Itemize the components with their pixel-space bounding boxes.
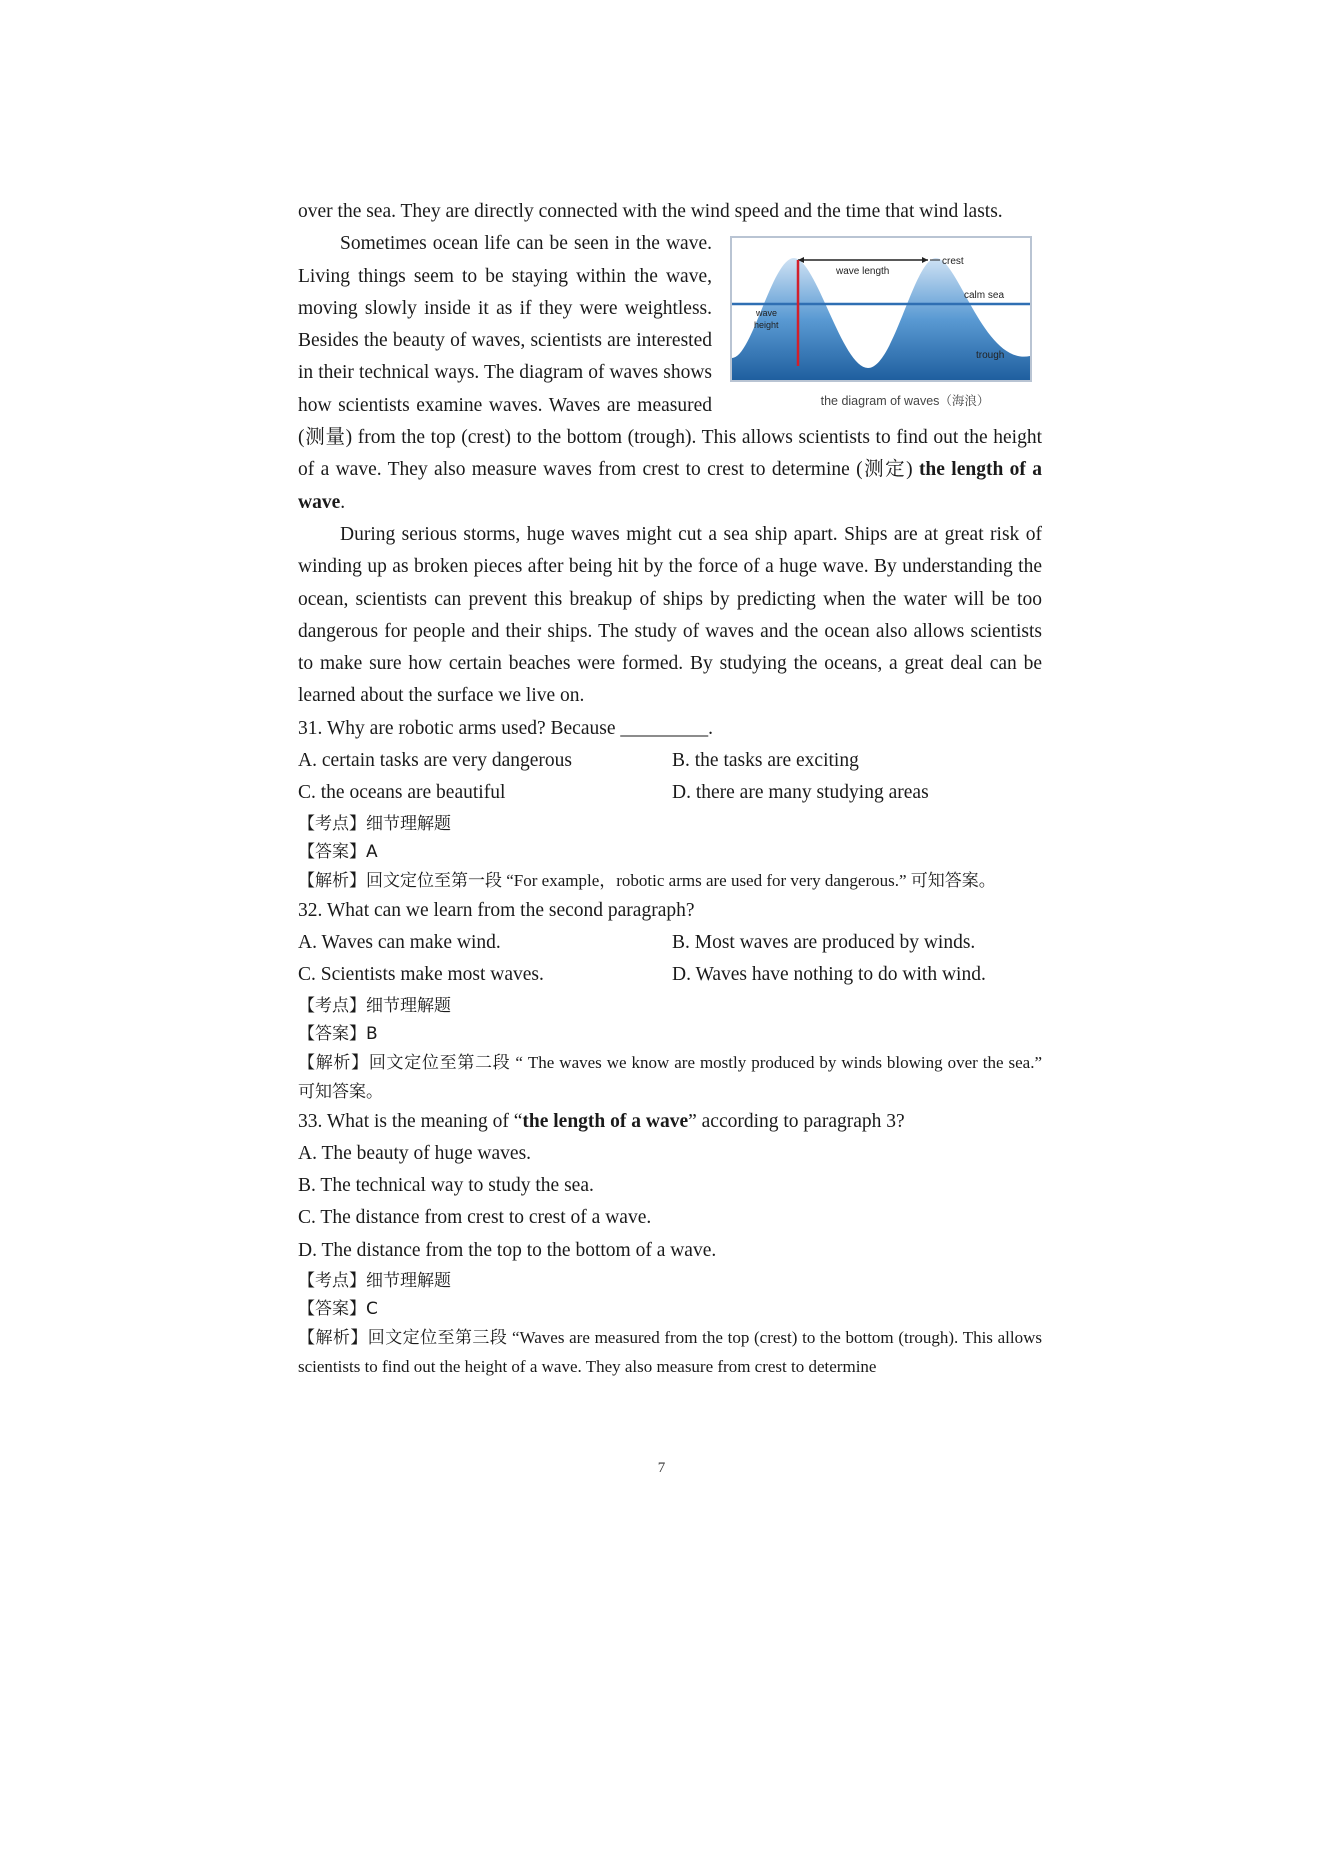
calm-sea-label: calm sea (964, 290, 1005, 302)
wave-length-label: wave length (836, 266, 890, 278)
q33-stem (298, 1106, 1042, 1138)
trough-label: trough (976, 350, 1005, 362)
q33-stem-pre: 33. What is the meaning of “ (298, 1110, 523, 1132)
q32-stem: 32. What can we learn from the second paragraph? (298, 899, 695, 921)
q31-option-d: D. there are many studying areas (672, 782, 929, 804)
q33-option-a: A. The beauty of huge waves. (298, 1142, 532, 1164)
wave-height-label-2: height (754, 320, 779, 331)
wave-height-label-1: wave (756, 308, 778, 319)
q32-answer: 【答案】B (298, 1023, 378, 1044)
q33-stem-post: ” according to paragraph 3? (688, 1110, 905, 1132)
paragraph-4: During serious storms, huge waves might cut a sea ship apart. Ships are at great risk of winding up as broken pieces after being hit by the force of a huge wave. By understanding the ocean, scientists can prevent this breakup of ships by predicting when the water will be too dangerous for people and their ships. The study of waves and the ocean also allows scientists to make sure how certain beaches were formed. By studying the oceans, a great deal can be learned about the surface we live on. (298, 523, 1042, 707)
q31-option-a: A. certain tasks are very dangerous (298, 750, 572, 772)
q32-options-row-1 (298, 927, 1042, 959)
q33-explanation: 【解析】回文定位至第三段 “Waves are measured from the top (crest) to the bottom (trough). This allows scientists to find out the height of a wave. They also measure from crest to determine (298, 1328, 1042, 1377)
q32-explanation: 【解析】回文定位至第二段 “ The waves we know are mostly produced by winds blowing over the sea.” 可知答案。 (298, 1052, 1042, 1101)
q31-kaodian: 【考点】细节理解题 (298, 813, 451, 834)
q32-option-b: B. Most waves are produced by winds. (672, 931, 976, 953)
q31-options-row-1 (298, 745, 1042, 777)
q33-answer: 【答案】C (298, 1299, 378, 1320)
q31-answer: 【答案】A (298, 841, 378, 862)
q32-option-d: D. Waves have nothing to do with wind. (672, 964, 986, 986)
paragraph-3-text: Sometimes ocean life can be seen in the wave. Living things seem to be staying within the wave, moving slowly inside it as if they were weightless. Besides the beauty of waves, scientists are interested in their technical ways. The diagram of waves shows how scientists examine waves. Waves are measured (测量) from the top (crest) to the bottom (trough). This allows scientists to find out the height of a wave. They also measure waves from crest to crest to determine (测定) (298, 233, 1042, 481)
q32-option-a: A. Waves can make wind. (298, 931, 501, 953)
q31-stem: 31. Why are robotic arms used? Because _________. (298, 717, 713, 739)
q33-stem-bold: the length of a wave (522, 1110, 689, 1132)
paragraph-3-bold: the length of a wave (298, 459, 1042, 513)
page-number: 7 (657, 1460, 666, 1476)
q32-option-c: C. Scientists make most waves. (298, 964, 544, 986)
q33-option-b: B. The technical way to study the sea. (298, 1175, 594, 1197)
paragraph-continuation: over the sea. They are directly connected with the wind speed and the time that wind lasts. (298, 201, 1003, 222)
q31-option-c: C. the oceans are beautiful (298, 782, 506, 804)
wave-diagram-frame (730, 236, 1032, 382)
q31-explanation: 【解析】回文定位至第一段 “For example，robotic arms are used for very dangerous.” 可知答案。 (298, 870, 996, 890)
wave-illustration (732, 238, 1030, 380)
q33-kaodian: 【考点】细节理解题 (298, 1271, 451, 1292)
document-page (298, 196, 1042, 1381)
q33-option-d: D. The distance from the top to the bottom of a wave. (298, 1239, 717, 1261)
figure-caption: the diagram of waves（海浪） (820, 394, 990, 409)
crest-label: crest (942, 256, 964, 268)
q31-options-row-2 (298, 777, 1042, 809)
q32-options-row-2 (298, 959, 1042, 991)
q33-option-c: C. The distance from crest to crest of a wave. (298, 1207, 652, 1229)
wave-diagram (730, 236, 1038, 409)
paragraph-3 (298, 228, 1042, 519)
q32-kaodian: 【考点】细节理解题 (298, 995, 451, 1016)
q31-option-b: B. the tasks are exciting (672, 750, 859, 772)
paragraph-3-end: . (340, 491, 346, 513)
